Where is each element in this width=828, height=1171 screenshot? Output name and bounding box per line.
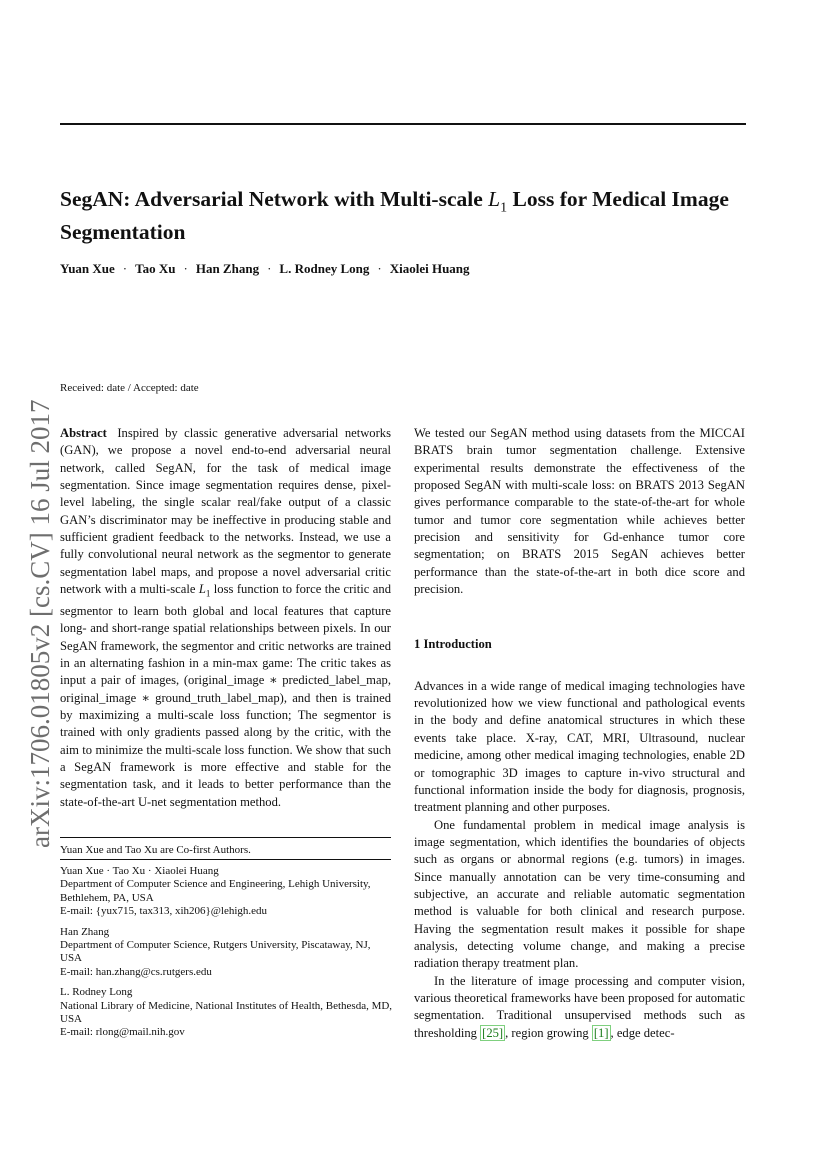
right-column: [414, 425, 745, 1042]
abstract: Abstract Inspired by classic generative adversarial networks (GAN), we propose a novel end-to-end adversarial neural network, called SegAN, for the task of medical image segmentation. Since image segmentation requires dense, pixel-level labeling, the single scalar real/fake output of a classic GAN’s discriminator may be ineffective in producing stable and sufficient gradient feedback to the networks. Instead, we use a fully convolutional neural network as the segmentor to generate segmentation label maps, and propose a novel adversarial critic network with a multi-scale $L_1$ loss function to force the critic and segmentor to learn both global and local features that capture long- and short-range spatial relationships between pixels. In our SegAN framework, the segmentor and critic networks are trained in an alternating fashion in a min-max game: The critic takes as input a pair of images, (original_image ∗ predicted_label_map, original_image ∗ ground_truth_label_map), and then is trained by maximizing a multi-scale loss function; The segmentor is trained with only gradients passed along by the critic, with the aim to minimize the multi-scale loss function. We show that such a SegAN framework is more effective and stable for the segmentation task, and it leads to better performance than the state-of-the-art U-net segmentation method.: [60, 426, 391, 809]
citation-link[interactable]: [1]: [593, 1025, 609, 1040]
arxiv-identifier: arXiv:1706.01805v2 [cs.CV] 16 Jul 2017: [25, 399, 55, 848]
top-rule: [60, 123, 746, 125]
affiliations: [60, 865, 395, 1047]
co-first-note: Yuan Xue and Tao Xu are Co-first Authors.: [60, 844, 251, 856]
author: Han Zhang: [195, 261, 260, 276]
footnote-rule: [60, 837, 391, 838]
affiliation-block: L. Rodney Long National Library of Medicine, National Institutes of Health, Bethesda, MD, USA E-mail: rlong@mail.nih.gov: [60, 986, 395, 1040]
abstract-label: Abstract: [60, 426, 107, 440]
email-text: E-mail: {yux715, tax313, xih206}@lehigh.edu: [60, 905, 268, 918]
affiliation-block: Yuan Xue · Tao Xu · Xiaolei Huang Department of Computer Science and Engineering, Lehigh University, Bethlehem, PA, USA E-mail: {yux715, tax313, xih206}@lehigh.edu: [60, 865, 395, 919]
citation-link[interactable]: [25]: [482, 1025, 504, 1040]
author: Tao Xu: [135, 261, 176, 276]
section-heading: 1 Introduction: [414, 637, 492, 652]
author: L. Rodney Long: [279, 261, 370, 276]
abstract-continuation: We tested our SegAN method using datasets from the MICCAI BRATS brain tumor segmentation challenge. Extensive experimental results demonstrate the effectiveness of the proposed SegAN with multi-scale loss: on BRATS 2013 SegAN gives performance comparable to the state-of-the-art for whole tumor and tumor core segmentation while achieves better precision and sensitivity for Gd-enhance tumor core segmentation; on BRATS 2015 SegAN achieves better performance than the state-of-the-art in both dice score and precision.: [414, 426, 745, 597]
affiliation-block: Han Zhang Department of Computer Science, Rutgers University, Piscataway, NJ, USA E-mail: han.zhang@cs.rutgers.edu: [60, 926, 395, 980]
author: Yuan Xue: [60, 261, 115, 276]
paper-title: SegAN: Adversarial Network with Multi-scale $L_1$ Loss for Medical Image Segmentation: [60, 187, 729, 245]
author-list: Yuan Xue · Tao Xu · Han Zhang · L. Rodney Long · Xiaolei Huang: [60, 261, 470, 276]
email-text: E-mail: han.zhang@cs.rutgers.edu: [60, 965, 212, 978]
paragraph: Advances in a wide range of medical imaging technologies have revolutionized how we view functional and pathological events in the body and define anatomical structures in which these events take place. X-ray, CAT, MRI, Ultrasound, nuclear medicine, among other medical imaging technologies, enable 2D or tomographic 3D images to capture in-vivo structural and functional information inside the body for diagnosis, prognosis, treatment planning and other purposes.: [414, 678, 745, 815]
received-date: Received: date / Accepted: date: [60, 382, 199, 394]
left-column: [60, 425, 391, 811]
email-text: E-mail: rlong@mail.nih.gov: [60, 1026, 185, 1039]
paragraph: One fundamental problem in medical image analysis is image segmentation, which identifies the boundaries of objects such as organs or abnormal regions (e.g. tumors) in images. Since manually annotation can be very time-consuming and subjective, an accurate and reliable automatic segmentation method is valuable for both clinical and research purpose. Having the segmentation result makes it possible for shape analysis, detecting volume change, and making a precise radiation therapy treatment plan.: [414, 817, 745, 971]
paragraph: In the literature of image processing and computer vision, various theoretical frameworks have been proposed for automatic segmentation. Traditional unsupervised methods such as thresholding [25] , region growing [1] , edge detec-: [414, 973, 745, 1040]
affiliation-rule: [60, 859, 391, 860]
author: Xiaolei Huang: [389, 261, 470, 276]
